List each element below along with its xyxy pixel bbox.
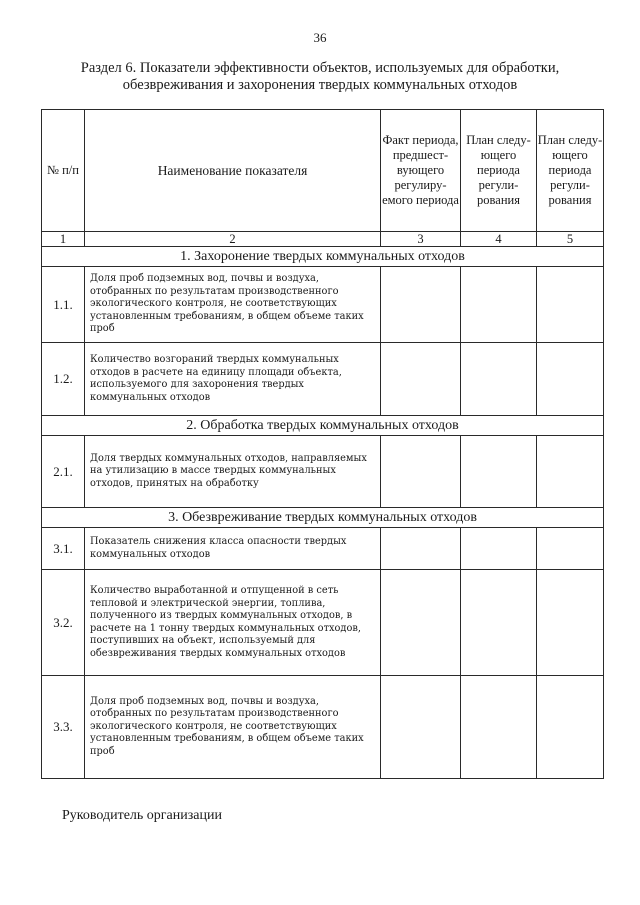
table-row: [42, 528, 604, 570]
cell-plan-next[interactable]: [461, 570, 537, 676]
column-number: 5: [537, 232, 604, 247]
column-number: 3: [381, 232, 461, 247]
group-title-processing: 2. Обработка твердых коммунальных отходов: [42, 416, 604, 436]
row-number: 2.1.: [42, 436, 85, 508]
cell-plan-next[interactable]: [461, 267, 537, 343]
column-number: 1: [42, 232, 85, 247]
table-row: [42, 676, 604, 779]
group-title-neutralization: 3. Обезвреживание твердых коммунальных отходов: [42, 508, 604, 528]
row-indicator: Количество возгораний твердых коммунальных отходов в расчете на единицу площади объекта, используемого для захоронения твердых коммунальных отходов: [85, 343, 381, 416]
header-plan-next: План следу-ющего периода регули-рования: [461, 110, 537, 232]
column-number: 2: [85, 232, 381, 247]
table-header-row: [42, 110, 604, 232]
cell-plan-next-2[interactable]: [537, 676, 604, 779]
row-number: 1.2.: [42, 343, 85, 416]
table-row: [42, 343, 604, 416]
cell-plan-next-2[interactable]: [537, 267, 604, 343]
row-indicator: Доля твердых коммунальных отходов, направляемых на утилизацию в массе твердых коммунальных отходов, принятых на обработку: [85, 436, 381, 508]
group-title-landfill: 1. Захоронение твердых коммунальных отходов: [42, 247, 604, 267]
table-row: [42, 436, 604, 508]
header-plan-next-2: План следу-ющего периода регули-рования: [537, 110, 604, 232]
table-row: [42, 570, 604, 676]
header-num: № п/п: [42, 110, 85, 232]
row-number: 1.1.: [42, 267, 85, 343]
row-number: 3.2.: [42, 570, 85, 676]
header-name: Наименование показателя: [85, 110, 381, 232]
cell-fact[interactable]: [381, 676, 461, 779]
group-row: [42, 416, 604, 436]
row-indicator: Доля проб подземных вод, почвы и воздуха, отобранных по результатам производственного экологического контроля, не соответствующих установленным требованиям, в общем объеме таких проб: [85, 676, 381, 779]
row-number: 3.3.: [42, 676, 85, 779]
group-row: [42, 508, 604, 528]
cell-plan-next-2[interactable]: [537, 528, 604, 570]
table-row: [42, 267, 604, 343]
cell-fact[interactable]: [381, 343, 461, 416]
cell-fact[interactable]: [381, 436, 461, 508]
row-indicator: Показатель снижения класса опасности твердых коммунальных отходов: [85, 528, 381, 570]
signature-label: Руководитель организации: [62, 808, 222, 823]
indicators-table: [41, 109, 604, 779]
header-fact: Факт периода, предшест-вующего регулиру-емого периода: [381, 110, 461, 232]
column-number-row: [42, 232, 604, 247]
page-number: 36: [313, 30, 327, 45]
cell-plan-next-2[interactable]: [537, 570, 604, 676]
group-row: [42, 247, 604, 267]
cell-plan-next-2[interactable]: [537, 343, 604, 416]
row-number: 3.1.: [42, 528, 85, 570]
cell-fact[interactable]: [381, 570, 461, 676]
cell-plan-next-2[interactable]: [537, 436, 604, 508]
column-number: 4: [461, 232, 537, 247]
row-indicator: Доля проб подземных вод, почвы и воздуха, отобранных по результатам производственного экологического контроля, не соответствующих установленным требованиям, в общем объеме таких проб: [85, 267, 381, 343]
cell-plan-next[interactable]: [461, 676, 537, 779]
cell-plan-next[interactable]: [461, 528, 537, 570]
section-title: [20, 60, 620, 94]
row-indicator: Количество выработанной и отпущенной в сеть тепловой и электрической энергии, топлива, полученного из твердых коммунальных отходов, в расчете на 1 тонну твердых коммунальных отходов, поступивших на объект, используемый для обезвреживания твердых коммунальных отходов: [85, 570, 381, 676]
cell-plan-next[interactable]: [461, 436, 537, 508]
section-title-line-2: обезвреживания и захоронения твердых коммунальных отходов: [122, 77, 518, 93]
cell-fact[interactable]: [381, 267, 461, 343]
cell-fact[interactable]: [381, 528, 461, 570]
section-title-line-1: Раздел 6. Показатели эффективности объектов, используемых для обработки,: [80, 60, 560, 76]
cell-plan-next[interactable]: [461, 343, 537, 416]
